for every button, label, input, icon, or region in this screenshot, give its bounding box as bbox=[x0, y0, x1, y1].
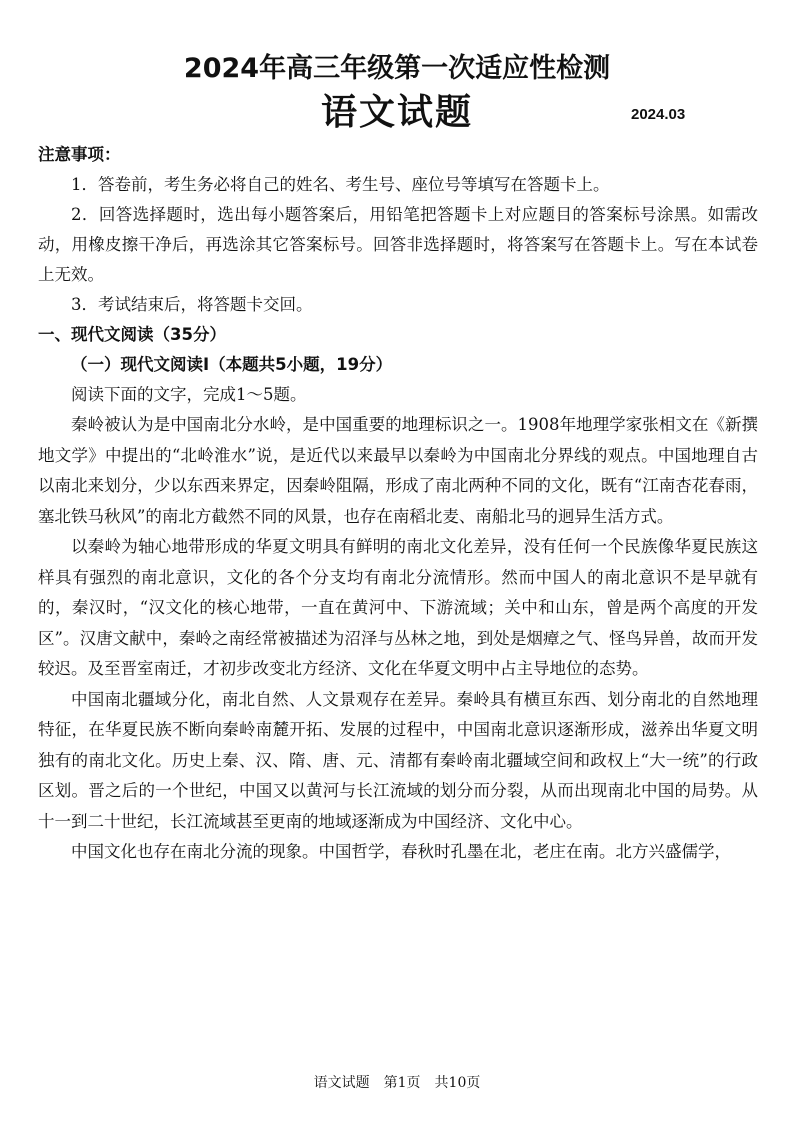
exam-title: 2024年高三年级第一次适应性检测 bbox=[183, 53, 611, 84]
exam-date: 2024.03 bbox=[631, 106, 686, 123]
exam-body bbox=[38, 140, 758, 868]
section-heading: 一、现代文阅读（35分） bbox=[38, 325, 226, 344]
page-footer: 语文试题 第1页 共10页 bbox=[313, 1075, 481, 1091]
subject-title: 语文试题 bbox=[320, 92, 473, 133]
passage-paragraph: 以秦岭为轴心地带形成的华夏文明具有鲜明的南北文化差异，没有任何一个民族像华夏民族这样具有强烈的南北意识，文化的各个分支均有南北分流情形。然而中国人的南北意识不是早就有的，秦汉时，“汉文化的核心地带，一直在黄河中、下游流域；关中和山东，曾是两个高度的开发区”。汉唐文献中，秦岭之南经常被描述为沼泽与丛林之地，到处是烟瘴之气、怪鸟异兽，故而开发较迟。及至晋室南迁，才初步改变北方经济、文化在华夏文明中占主导地位的态势。 bbox=[38, 537, 758, 678]
section-instruction: 阅读下面的文字，完成1～5题。 bbox=[71, 385, 307, 404]
passage-paragraph: 中国文化也存在南北分流的现象。中国哲学，春秋时孔墨在北，老庄在南。北方兴盛儒学， bbox=[71, 842, 731, 861]
notice-heading: 注意事项： bbox=[38, 145, 121, 164]
notice-item: 2．回答选择题时，选出每小题答案后，用铅笔把答题卡上对应题目的答案标号涂黑。如需改动，用橡皮擦干净后，再选涂其它答案标号。回答非选择题时，将答案写在答题卡上。写在本试卷上无效。 bbox=[38, 205, 758, 284]
notice-item: 1．答卷前，考生务必将自己的姓名、考生号、座位号等填写在答题卡上。 bbox=[71, 175, 610, 194]
passage-paragraph: 秦岭被认为是中国南北分水岭，是中国重要的地理标识之一。1908年地理学家张相文在《新撰地文学》中提出的“北岭淮水”说，是近代以来最早以秦岭为中国南北分界线的观点。中国地理自古以南北来划分，少以东西来界定，因秦岭阻隔，形成了南北两种不同的文化，既有“江南杏花春雨，塞北铁马秋风”的南北方截然不同的风景，也存在南稻北麦、南船北马的迥异生活方式。 bbox=[38, 415, 758, 526]
section-subheading: （一）现代文阅读I（本题共5小题，19分） bbox=[71, 355, 393, 374]
notice-item: 3．考试结束后，将答题卡交回。 bbox=[71, 295, 313, 314]
passage-paragraph: 中国南北疆域分化，南北自然、人文景观存在差异。秦岭具有横亘东西、划分南北的自然地理特征，在华夏民族不断向秦岭南麓开拓、发展的过程中，中国南北意识逐渐形成，滋养出华夏文明独有的南北文化。历史上秦、汉、隋、唐、元、清都有秦岭南北疆域空间和政权上“大一统”的行政区划。晋之后的一个世纪，中国又以黄河与长江流域的划分而分裂，从而出现南北中国的局势。从十一到二十世纪，长江流域甚至更南的地域逐渐成为中国经济、文化中心。 bbox=[38, 689, 758, 831]
